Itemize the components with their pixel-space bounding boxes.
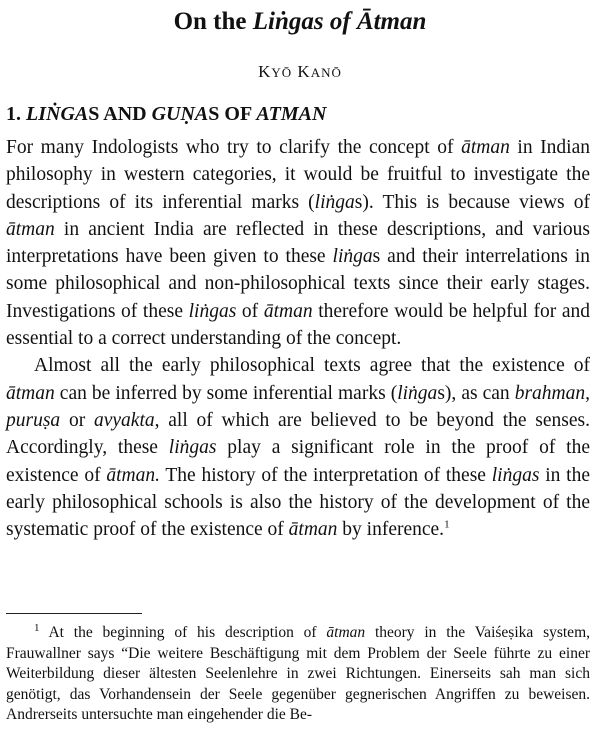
- footnote-marker: 1: [34, 621, 40, 634]
- paragraph-1: For many Indologists who try to clarify the concept of ātman in Indian philosophy in western categories, it would be fruitful to investigate the descriptions of its inferential marks (liṅgas). This is because views of ātman in ancient India are reflected in these descriptions, and various interpretations have been given to these liṅgas and their interrelations in some philosophical and non-philosophical texts since their early stages. Investigations of these liṅgas of ātman therefore would be helpful for and essential to a correct understanding of the concept.: [6, 137, 590, 350]
- author-name: KYŌ KANŌ: [258, 62, 342, 81]
- chapter-title: [0, 6, 600, 38]
- footnote-reference: 1: [444, 518, 450, 531]
- title-italic: Liṅgas of Ātman: [252, 8, 427, 35]
- section-heading: 1. LIṄGAS AND GUṆAS OF ATMAN: [6, 103, 327, 125]
- paragraph-2: Almost all the early philosophical texts agree that the existence of ātman can be inferred by some inferential marks (liṅgas), as can brahman, puruṣa or avyakta, all of which are believed to be beyond the senses. Accordingly, these liṅgas play a significant role in the proof of the existence of ātman. The history of the interpretation of these liṅgas in the early philosophical schools is also the history of the development of the systematic proof of the existence of ātman by inference.$^1$: [6, 355, 591, 541]
- title-prefix: On the: [173, 8, 253, 35]
- footnote: $^1$ At the beginning of his description of ātman theory in the Vaiśeṣika system, Frauwallner says “Die weitere Beschäftigung mit dem Problem der Seele führte zu einer Weiterbildung dieser ältesten Seelenlehre in zwei Richtungen. Einerseits sah man sich genötigt, das Vorhandensein der Seele gegenüber gegnerischen Angriffen zu beweisen. Andrerseits untersuchte man eingehender die Be-: [6, 621, 590, 723]
- footnote-divider: [6, 613, 142, 614]
- body-text: [6, 134, 590, 543]
